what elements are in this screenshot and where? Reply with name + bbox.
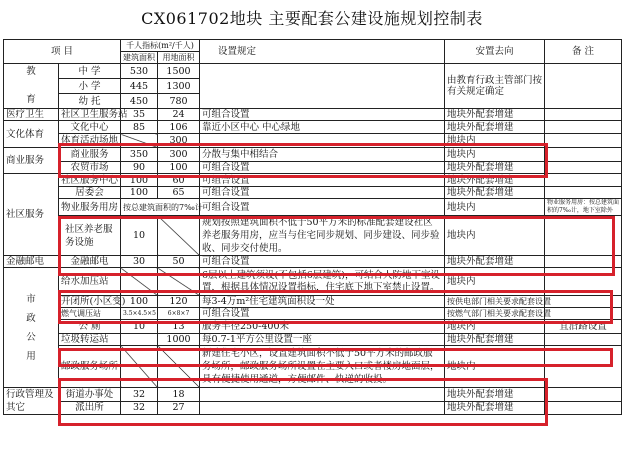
row-post-land — [158, 346, 200, 388]
row-kinder-building: 450 — [121, 94, 158, 109]
row-commerce-building: 350 — [121, 148, 158, 162]
row-police-remark — [545, 401, 622, 415]
header-item: 项 目 — [4, 40, 121, 64]
row-medical-setting: 可组合设置 — [200, 109, 445, 121]
control-table — [3, 39, 622, 415]
row-street-office-setting — [200, 388, 445, 402]
row-switch-remark — [545, 296, 622, 308]
row-property-building: 按总建筑面积的7‰计 — [121, 199, 200, 216]
row-community-center-setting: 可组合设置 — [200, 174, 445, 187]
row-elderly-placement: 地块内 — [445, 216, 545, 256]
row-sports-name: 体育活动场地 — [59, 134, 121, 148]
row-pump-remark — [545, 268, 622, 296]
row-culture-building: 85 — [121, 121, 158, 134]
row-garbage-name: 垃圾转运站 — [59, 334, 121, 346]
row-community-center-land: 60 — [158, 174, 200, 187]
row-elderly-name: 社区养老服务设施 — [59, 216, 121, 256]
row-elderly-building: 10 — [121, 216, 158, 256]
row-property-name: 物业服务用房 — [59, 199, 121, 216]
row-committee-remark — [545, 187, 622, 199]
row-middle-building: 530 — [121, 64, 158, 79]
row-police-name: 派出所 — [59, 401, 121, 415]
row-switch-placement: 按供电部门相关要求配套设置 — [445, 296, 545, 308]
row-sports-setting — [200, 134, 445, 148]
row-pump-building — [121, 268, 158, 296]
row-garbage-remark — [545, 334, 622, 346]
row-medical-land: 24 — [158, 109, 200, 121]
row-community-center-building: 100 — [121, 174, 158, 187]
header-placement: 安置去向 — [445, 40, 545, 64]
row-finance-remark — [545, 256, 622, 268]
row-primary-building: 445 — [121, 79, 158, 94]
row-committee-placement: 地块外配套增建 — [445, 187, 545, 199]
row-police-placement: 地块外配套增建 — [445, 401, 545, 415]
row-committee-land: 65 — [158, 187, 200, 199]
row-post-name: 邮政服务场所 — [59, 346, 121, 388]
row-post-building — [121, 346, 158, 388]
row-police-land: 27 — [158, 401, 200, 415]
category-admin: 行政管理及其它 — [4, 388, 59, 415]
row-culture-setting: 靠近小区中心 中心绿地 — [200, 121, 445, 134]
row-edu-remark — [545, 64, 622, 109]
row-market-setting: 可组合设置 — [200, 162, 445, 174]
row-garbage-land: 1000 — [158, 334, 200, 346]
row-garbage-setting: 每0.7-1平方公里设置一座 — [200, 334, 445, 346]
category-culture: 文化体育 — [4, 121, 59, 148]
row-market-placement: 地块外配套增建 — [445, 162, 545, 174]
row-finance-setting: 可组合设置 — [200, 256, 445, 268]
header-building-area: 建筑面积 — [121, 52, 158, 64]
row-primary-name: 小 学 — [59, 79, 121, 94]
row-finance-name: 金融邮电 — [59, 256, 121, 268]
row-committee-building: 100 — [121, 187, 158, 199]
row-elderly-land — [158, 216, 200, 256]
row-property-placement: 地块内 — [445, 199, 545, 216]
row-kinder-name: 幼 托 — [59, 94, 121, 109]
row-finance-building: 30 — [121, 256, 158, 268]
row-gas-remark — [545, 308, 622, 320]
row-market-name: 农贸市场 — [59, 162, 121, 174]
row-market-land: 100 — [158, 162, 200, 174]
row-middle-land: 1500 — [158, 64, 200, 79]
row-switch-building: 100 — [121, 296, 158, 308]
row-community-center-placement: 地块外配套增建 — [445, 174, 545, 187]
row-street-office-land: 18 — [158, 388, 200, 402]
row-gas-name: 燃气调压站 — [59, 308, 121, 320]
row-committee-name: 居委会 — [59, 187, 121, 199]
category-finance: 金融邮电 — [4, 256, 59, 268]
row-committee-setting: 可组合设置 — [200, 187, 445, 199]
row-finance-placement: 地块外配套增建 — [445, 256, 545, 268]
row-pump-setting: 6层以上建筑须设(不包括6层建筑)，可结合人防地下室设置，根据具体情况设置指标，住宅底下地下室禁止设置。 — [200, 268, 445, 296]
header-setting: 设置规定 — [200, 40, 445, 64]
row-toilet-remark: 宜沿路设置 — [545, 320, 622, 334]
category-community: 社区服务 — [4, 174, 59, 256]
row-property-remark: 物业服务用房：按总建筑面积的7‰计，地下室除外 — [545, 199, 622, 216]
row-market-building: 90 — [121, 162, 158, 174]
row-pump-placement: 地块内 — [445, 268, 545, 296]
row-commerce-land: 300 — [158, 148, 200, 162]
row-sports-land: 300 — [158, 134, 200, 148]
row-street-office-remark — [545, 388, 622, 402]
row-toilet-land: 13 — [158, 320, 200, 334]
row-post-setting: 新建住宅小区，设置建筑面积不低于50平方米的邮政服务场所，邮政服务场所设置在主要入口或者楼房地面层，具有便捷使用通道，方便邮件、快递的收投。 — [200, 346, 445, 388]
row-switch-name: 开闭所(小区变) — [59, 296, 121, 308]
row-medical-building: 35 — [121, 109, 158, 121]
category-commerce: 商业服务 — [4, 148, 59, 174]
category-utilities: 市 政 公 用 — [4, 268, 59, 388]
row-police-setting — [200, 401, 445, 415]
row-market-remark — [545, 162, 622, 174]
row-switch-setting: 每3-4万m²住宅建筑面积设一处 — [200, 296, 445, 308]
category-education: 教 育 — [4, 64, 59, 109]
row-police-building: 32 — [121, 401, 158, 415]
row-gas-land: 6×8×7 — [158, 308, 200, 320]
row-toilet-building: 10 — [121, 320, 158, 334]
row-community-center-name: 社区服务中心 — [59, 174, 121, 187]
row-community-center-remark — [545, 174, 622, 187]
row-sports-placement: 地块内 — [445, 134, 545, 148]
row-kinder-land: 780 — [158, 94, 200, 109]
row-gas-setting: 可组合设置 — [200, 308, 445, 320]
row-street-office-building: 32 — [121, 388, 158, 402]
row-medical-placement: 地块外配套增建 — [445, 109, 545, 121]
row-culture-land: 106 — [158, 121, 200, 134]
row-toilet-name: 公 厕 — [59, 320, 121, 334]
row-gas-placement: 按燃气部门相关要求配套设置 — [445, 308, 545, 320]
row-sports-remark — [545, 134, 622, 148]
row-medical-remark — [545, 109, 622, 121]
row-culture-placement: 地块外配套增建 — [445, 121, 545, 134]
row-switch-land: 120 — [158, 296, 200, 308]
row-pump-name: 给水加压站 — [59, 268, 121, 296]
row-gas-building: 3.5×4.5×5 — [121, 308, 158, 320]
row-middle-name: 中 学 — [59, 64, 121, 79]
row-medical-name: 社区卫生服务站 — [59, 109, 121, 121]
row-toilet-placement: 地块内 — [445, 320, 545, 334]
row-edu-setting — [200, 64, 445, 109]
row-culture-remark — [545, 121, 622, 134]
row-pump-land — [158, 268, 200, 296]
row-toilet-setting: 服务半径250-400米 — [200, 320, 445, 334]
row-finance-land: 50 — [158, 256, 200, 268]
row-garbage-building — [121, 334, 158, 346]
row-garbage-placement: 地块外配套增建 — [445, 334, 545, 346]
row-street-office-name: 街道办事处 — [59, 388, 121, 402]
row-sports-building — [121, 134, 158, 148]
row-commerce-setting: 分散与集中相结合 — [200, 148, 445, 162]
row-commerce-name: 商业服务 — [59, 148, 121, 162]
row-edu-placement: 由教育行政主管部门按有关规定确定 — [445, 64, 545, 109]
row-property-setting: 可组合设置 — [200, 199, 445, 216]
row-commerce-placement: 地块内 — [445, 148, 545, 162]
row-elderly-remark — [545, 216, 622, 256]
header-land-area: 用地面积 — [158, 52, 200, 64]
category-medical: 医疗卫生 — [4, 109, 59, 121]
page-title: CX061702地块 主要配套公建设施规划控制表 — [141, 9, 483, 28]
row-culture-name: 文化中心 — [59, 121, 121, 134]
header-remark: 备 注 — [545, 40, 622, 64]
row-post-placement: 地块内 — [445, 346, 545, 388]
header-indicator: 千人指标(m²/千人) — [121, 40, 200, 52]
row-primary-land: 1300 — [158, 79, 200, 94]
row-elderly-setting: 规划按照建筑面积不低于50平方米的标准配套建设社区养老服务用房，应当与住宅同步规划、同步建设、同步验收、同步交付使用。 — [200, 216, 445, 256]
row-street-office-placement: 地块外配套增建 — [445, 388, 545, 402]
row-post-remark — [545, 346, 622, 388]
row-commerce-remark — [545, 148, 622, 162]
